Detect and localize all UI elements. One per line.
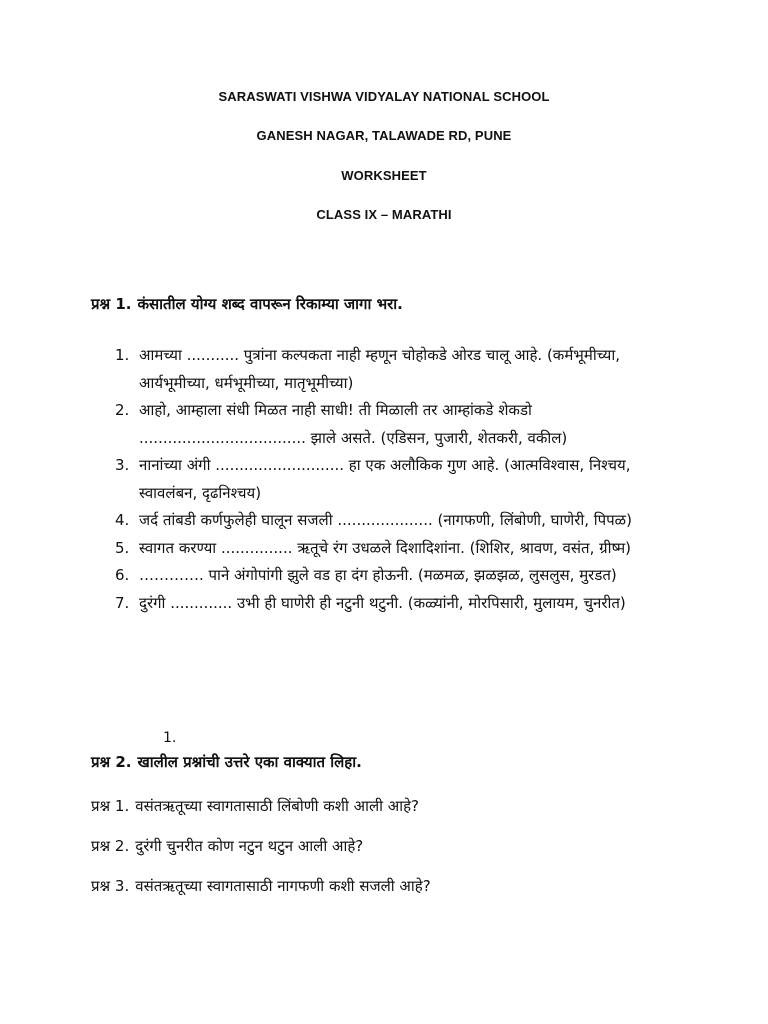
question-2-text: खालील प्रश्नांची उत्तरे एका वाक्यात लिहा. — [137, 753, 362, 771]
sub-question-2 — [91, 836, 363, 856]
list-item — [91, 342, 681, 397]
question-1-heading — [91, 294, 403, 314]
item-text: नानांच्या अंगी ........................... हा एक अलौकिक गुण आहे. (आत्मविश्वास, निश्चय, स्वावलंबन, दृढनिश्चय) — [139, 456, 631, 502]
worksheet-title: WORKSHEET — [341, 168, 427, 183]
item-number: 6. — [115, 566, 130, 584]
item-number: 4. — [115, 511, 130, 529]
sub-question-text: वसंतऋतूच्या स्वागतासाठी नागफणी कशी सजली आहे? — [135, 877, 431, 895]
item-number: 7. — [115, 593, 130, 612]
item-number: 3. — [115, 456, 130, 474]
item-text: जर्द तांबडी कर्णफुलेही घालून सजली .................... (नागफणी, लिंबोणी, घाणेरी, पिपळ) — [139, 511, 632, 529]
sub-question-text: दुरंगी चुनरीत कोण नटुन थटुन आली आहे? — [135, 837, 364, 855]
question-2-heading — [91, 752, 362, 772]
list-item — [91, 507, 681, 535]
item-number: 5. — [115, 538, 130, 557]
sub-question-label: प्रश्न 2. — [91, 837, 130, 855]
fill-in-blanks-list — [91, 342, 681, 617]
question-1-label: प्रश्न 1. — [91, 295, 132, 313]
sub-question-1 — [91, 796, 419, 816]
question-1-text: कंसातील योग्य शब्द वापरून रिकाम्या जागा भरा. — [137, 295, 403, 313]
question-2-label: प्रश्न 2. — [91, 753, 132, 771]
item-number: 2. — [115, 401, 130, 419]
school-address: GANESH NAGAR, TALAWADE RD, PUNE — [256, 128, 512, 143]
item-text: आमच्या ........... पुत्रांना कल्पकता नाही म्हणून चोहोकडे ओरड चालू आहे. (कर्मभूमीच्या, आर्यभूमीच्या, धर्मभूमीच्या, मातृभूमीच्या) — [139, 346, 620, 392]
sub-question-label: प्रश्न 3. — [91, 877, 130, 895]
school-name: SARASWATI VISHWA VIDYALAY NATIONAL SCHOOL — [218, 89, 550, 104]
list-item — [91, 590, 681, 618]
item-text: दुरंगी ............. उभी ही घाणेरी ही नटुनी थटुनी. (कळ्यांनी, मोरपिसारी, मुलायम, चुनरीत) — [139, 593, 626, 612]
list-item — [91, 397, 681, 452]
item-text: आहो, आम्हाला संधी मिळत नाही साधी! ती मिळाली तर आम्हांकडे शेकडो ................................... झाले असते. (एडिसन, पुजारी, शेतकरी, वकील) — [139, 401, 568, 447]
item-number: 1. — [115, 346, 130, 364]
list-item — [91, 535, 681, 563]
list-item — [91, 562, 681, 590]
item-text: …………. पाने अंगोपांगी झुले वड हा दंग होऊनी. (मळमळ, झळझळ, लुसलुस, मुरडत) — [139, 566, 617, 584]
sub-question-text: वसंतऋतूच्या स्वागतासाठी लिंबोणी कशी आली आहे? — [135, 797, 420, 815]
list-item — [91, 452, 681, 507]
sub-question-label: प्रश्न 1. — [91, 797, 130, 815]
sub-question-3 — [91, 876, 431, 896]
stray-list-number: 1. — [163, 730, 177, 746]
class-subject: CLASS IX – MARATHI — [316, 207, 452, 222]
item-text: स्वागत करण्या ............... ऋतूचे रंग उधळले दिशादिशांना. (शिशिर, श्रावण, वसंत, ग्रीष्म) — [139, 538, 632, 557]
